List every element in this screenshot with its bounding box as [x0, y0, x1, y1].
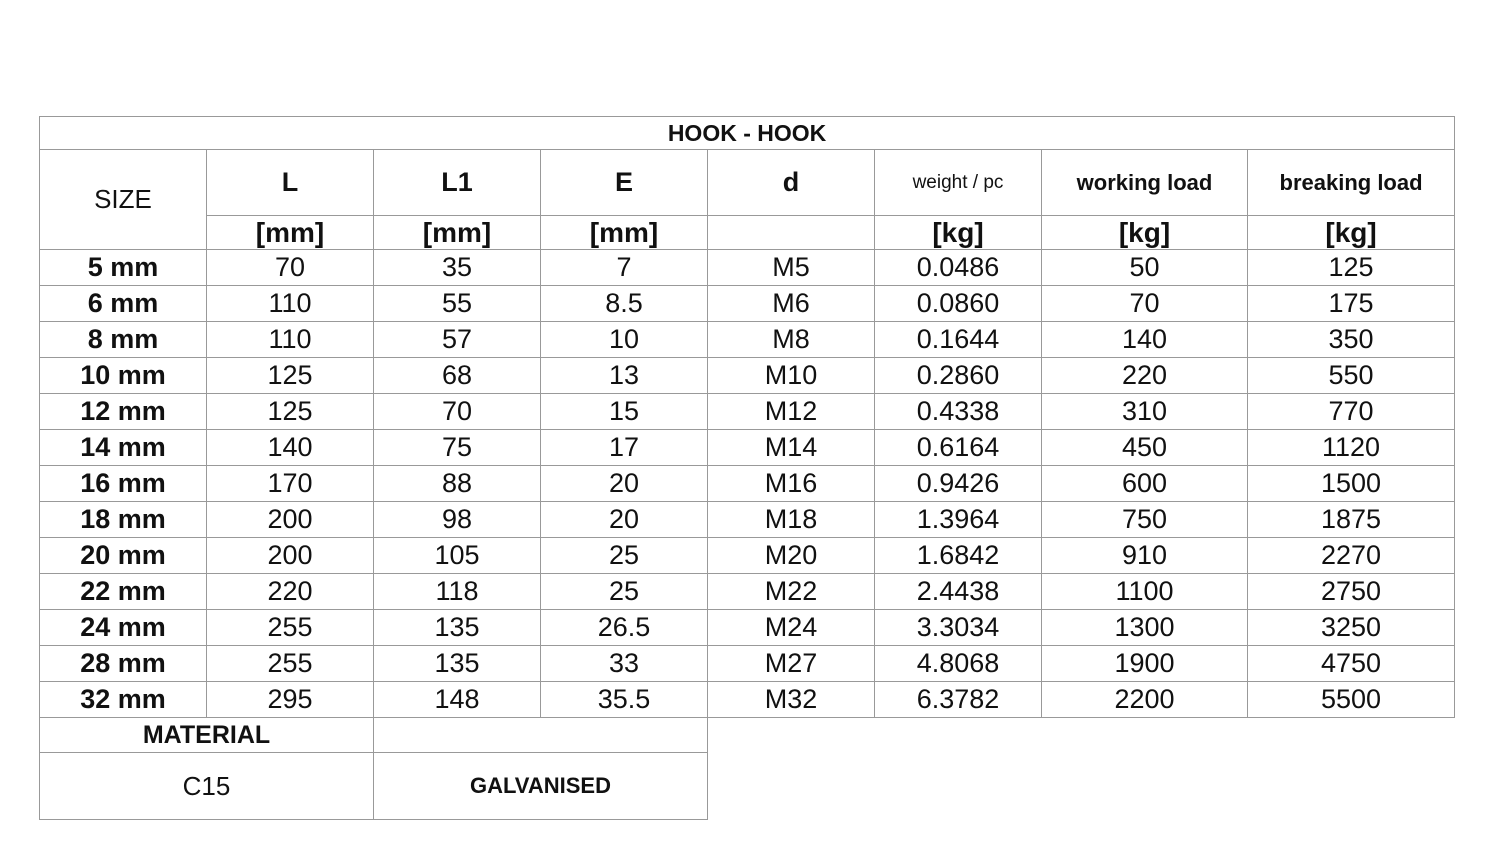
value-cell-e: 25 — [541, 574, 708, 610]
column-header-e: E — [541, 150, 708, 216]
table-row — [40, 430, 1455, 466]
column-unit-l1: [mm] — [374, 216, 541, 250]
value-cell-l: 200 — [207, 538, 374, 574]
value-cell-e: 26.5 — [541, 610, 708, 646]
value-cell-l: 110 — [207, 322, 374, 358]
value-cell-weight-per-pc: 3.3034 — [875, 610, 1042, 646]
value-cell-weight-per-pc: 0.4338 — [875, 394, 1042, 430]
table-row — [40, 394, 1455, 430]
value-cell-breaking-load: 2270 — [1248, 538, 1455, 574]
table-row — [40, 466, 1455, 502]
size-cell: 14 mm — [40, 430, 207, 466]
value-cell-d: M5 — [708, 250, 875, 286]
column-header-breaking-load: breaking load — [1248, 150, 1455, 216]
size-cell: 20 mm — [40, 538, 207, 574]
table-row — [40, 250, 1455, 286]
value-cell-l1: 148 — [374, 682, 541, 718]
column-header-l1: L1 — [374, 150, 541, 216]
value-cell-l1: 70 — [374, 394, 541, 430]
value-cell-weight-per-pc: 1.6842 — [875, 538, 1042, 574]
size-cell: 16 mm — [40, 466, 207, 502]
value-cell-l: 140 — [207, 430, 374, 466]
value-cell-l1: 118 — [374, 574, 541, 610]
table-row — [40, 610, 1455, 646]
spec-table — [39, 116, 1455, 820]
value-cell-d: M10 — [708, 358, 875, 394]
table-row — [40, 574, 1455, 610]
value-cell-working-load: 1100 — [1042, 574, 1248, 610]
value-cell-l: 220 — [207, 574, 374, 610]
value-cell-d: M24 — [708, 610, 875, 646]
value-cell-e: 25 — [541, 538, 708, 574]
value-cell-l1: 135 — [374, 646, 541, 682]
value-cell-l: 295 — [207, 682, 374, 718]
value-cell-weight-per-pc: 0.9426 — [875, 466, 1042, 502]
value-cell-d: M32 — [708, 682, 875, 718]
value-cell-l: 255 — [207, 646, 374, 682]
value-cell-working-load: 750 — [1042, 502, 1248, 538]
value-cell-l: 255 — [207, 610, 374, 646]
value-cell-weight-per-pc: 0.2860 — [875, 358, 1042, 394]
value-cell-d: M27 — [708, 646, 875, 682]
value-cell-breaking-load: 2750 — [1248, 574, 1455, 610]
size-column-header: SIZE — [40, 150, 207, 250]
value-cell-breaking-load: 770 — [1248, 394, 1455, 430]
value-cell-working-load: 70 — [1042, 286, 1248, 322]
value-cell-d: M16 — [708, 466, 875, 502]
column-unit-d — [708, 216, 875, 250]
value-cell-d: M18 — [708, 502, 875, 538]
table-row — [40, 358, 1455, 394]
value-cell-breaking-load: 4750 — [1248, 646, 1455, 682]
value-cell-e: 20 — [541, 502, 708, 538]
value-cell-weight-per-pc: 6.3782 — [875, 682, 1042, 718]
value-cell-l1: 57 — [374, 322, 541, 358]
value-cell-working-load: 50 — [1042, 250, 1248, 286]
value-cell-l: 70 — [207, 250, 374, 286]
value-cell-l1: 55 — [374, 286, 541, 322]
table-title: HOOK - HOOK — [40, 117, 1455, 150]
value-cell-breaking-load: 125 — [1248, 250, 1455, 286]
value-cell-weight-per-pc: 4.8068 — [875, 646, 1042, 682]
size-cell: 32 mm — [40, 682, 207, 718]
value-cell-breaking-load: 5500 — [1248, 682, 1455, 718]
table-row — [40, 682, 1455, 718]
material-value: C15 — [40, 753, 374, 820]
value-cell-l: 125 — [207, 358, 374, 394]
value-cell-weight-per-pc: 2.4438 — [875, 574, 1042, 610]
size-cell: 10 mm — [40, 358, 207, 394]
size-cell: 8 mm — [40, 322, 207, 358]
value-cell-breaking-load: 550 — [1248, 358, 1455, 394]
value-cell-working-load: 1300 — [1042, 610, 1248, 646]
value-cell-e: 7 — [541, 250, 708, 286]
size-cell: 28 mm — [40, 646, 207, 682]
column-unit-working-load: [kg] — [1042, 216, 1248, 250]
value-cell-l1: 98 — [374, 502, 541, 538]
column-unit-breaking-load: [kg] — [1248, 216, 1455, 250]
column-header-weight-per-pc: weight / pc — [875, 150, 1042, 216]
size-cell: 6 mm — [40, 286, 207, 322]
value-cell-breaking-load: 175 — [1248, 286, 1455, 322]
value-cell-d: M6 — [708, 286, 875, 322]
value-cell-l: 170 — [207, 466, 374, 502]
column-unit-l: [mm] — [207, 216, 374, 250]
table-row — [40, 538, 1455, 574]
blank-area — [708, 718, 1455, 820]
value-cell-working-load: 450 — [1042, 430, 1248, 466]
size-cell: 24 mm — [40, 610, 207, 646]
value-cell-l: 125 — [207, 394, 374, 430]
value-cell-weight-per-pc: 0.6164 — [875, 430, 1042, 466]
value-cell-e: 20 — [541, 466, 708, 502]
value-cell-l1: 68 — [374, 358, 541, 394]
value-cell-weight-per-pc: 0.0860 — [875, 286, 1042, 322]
value-cell-breaking-load: 3250 — [1248, 610, 1455, 646]
column-unit-e: [mm] — [541, 216, 708, 250]
value-cell-d: M8 — [708, 322, 875, 358]
size-cell: 18 mm — [40, 502, 207, 538]
table-row — [40, 502, 1455, 538]
value-cell-working-load: 310 — [1042, 394, 1248, 430]
value-cell-e: 35.5 — [541, 682, 708, 718]
value-cell-d: M14 — [708, 430, 875, 466]
value-cell-e: 33 — [541, 646, 708, 682]
value-cell-d: M12 — [708, 394, 875, 430]
value-cell-working-load: 600 — [1042, 466, 1248, 502]
column-header-l: L — [207, 150, 374, 216]
material-empty-cell — [374, 718, 708, 753]
value-cell-working-load: 140 — [1042, 322, 1248, 358]
value-cell-l1: 105 — [374, 538, 541, 574]
value-cell-e: 8.5 — [541, 286, 708, 322]
value-cell-working-load: 1900 — [1042, 646, 1248, 682]
value-cell-breaking-load: 350 — [1248, 322, 1455, 358]
value-cell-working-load: 220 — [1042, 358, 1248, 394]
value-cell-l: 110 — [207, 286, 374, 322]
value-cell-weight-per-pc: 1.3964 — [875, 502, 1042, 538]
table-row — [40, 286, 1455, 322]
size-cell: 22 mm — [40, 574, 207, 610]
column-unit-weight-per-pc: [kg] — [875, 216, 1042, 250]
table-row — [40, 646, 1455, 682]
finish-value: GALVANISED — [374, 753, 708, 820]
column-header-d: d — [708, 150, 875, 216]
value-cell-e: 13 — [541, 358, 708, 394]
value-cell-working-load: 2200 — [1042, 682, 1248, 718]
value-cell-l1: 135 — [374, 610, 541, 646]
table-row — [40, 322, 1455, 358]
value-cell-e: 17 — [541, 430, 708, 466]
material-label: MATERIAL — [40, 718, 374, 753]
value-cell-l1: 75 — [374, 430, 541, 466]
value-cell-e: 10 — [541, 322, 708, 358]
value-cell-weight-per-pc: 0.0486 — [875, 250, 1042, 286]
value-cell-working-load: 910 — [1042, 538, 1248, 574]
value-cell-breaking-load: 1120 — [1248, 430, 1455, 466]
value-cell-breaking-load: 1875 — [1248, 502, 1455, 538]
size-cell: 5 mm — [40, 250, 207, 286]
value-cell-weight-per-pc: 0.1644 — [875, 322, 1042, 358]
value-cell-breaking-load: 1500 — [1248, 466, 1455, 502]
value-cell-l: 200 — [207, 502, 374, 538]
value-cell-e: 15 — [541, 394, 708, 430]
value-cell-d: M22 — [708, 574, 875, 610]
value-cell-l1: 88 — [374, 466, 541, 502]
size-cell: 12 mm — [40, 394, 207, 430]
value-cell-d: M20 — [708, 538, 875, 574]
value-cell-l1: 35 — [374, 250, 541, 286]
column-header-working-load: working load — [1042, 150, 1248, 216]
